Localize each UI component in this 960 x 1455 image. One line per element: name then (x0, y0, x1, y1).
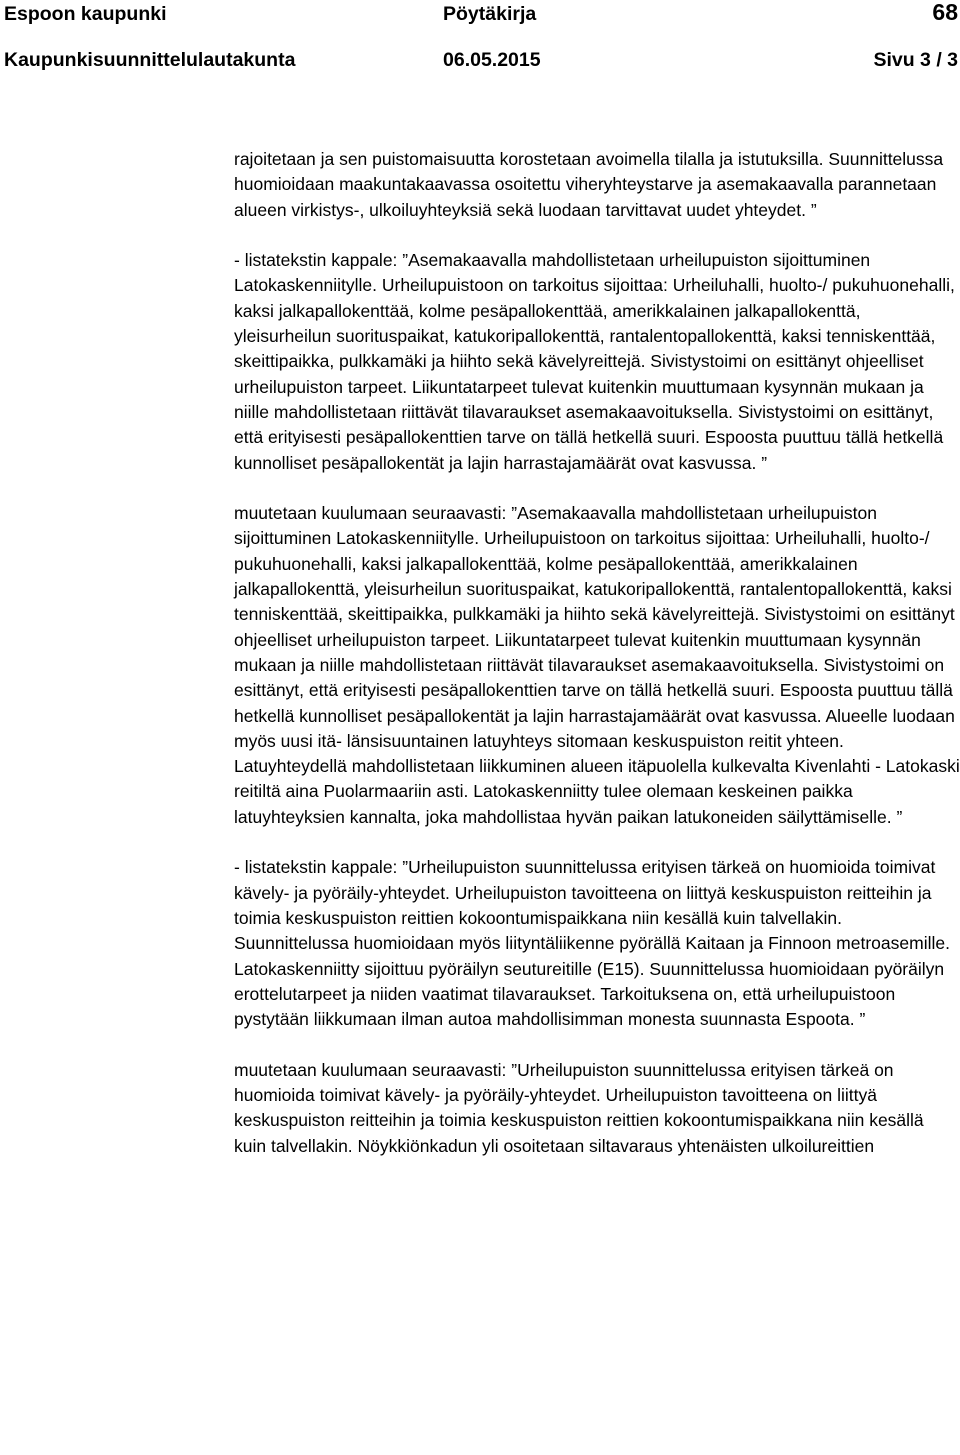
page-label: Sivu 3 / 3 (873, 49, 958, 71)
paragraph-5: muutetaan kuulumaan seuraavasti: ”Urheilupuiston suunnittelussa erityisen tärkeä on huomioida toimivat kävely- ja pyöräily-yhteydet. Urheilupuiston tavoitteena on liittyä keskuspuiston reitteihin ja toimia keskuspuiston reittien kokoontumispaikkana niin kesällä kuin talvellakin. Nöykkiönkadun yli osoitetaan siltavaraus yhtenäisten ulkoilureittien (234, 1059, 924, 1156)
paragraph-4: - listatekstin kappale: ”Urheilupuiston suunnittelussa erityisen tärkeä on huomioida toimivat kävely- ja pyöräily-yhteydet. Urheilupuiston tavoitteena on liittyä keskuspuiston reitteihin ja toimia keskuspuiston reittien kokoontumispaikkana niin kesällä kuin talvellakin. Suunnittelussa huomioidaan myös liityntäliikenne pyörällä Kaitaan ja Finnoon metroasemille. Latokaskenniitty sijoittuu pyöräilyn seutureitille (E15). Suunnittelussa huomioidaan pyöräilyn erottelutarpeet ja niiden vaatimat tilavaraukset. Tarkoituksena on, että urheilupuistoon pystytään liikkumaan ilman autoa mahdollisimman monesta suunnasta Espoota. ” (234, 857, 950, 1030)
meeting-date: 06.05.2015 (443, 49, 541, 71)
page-header (0, 0, 960, 80)
organization-name: Espoon kaupunki (4, 3, 167, 25)
paragraph-1: rajoitetaan ja sen puistomaisuutta korostetaan avoimella tilalla ja istutuksilla. Suunnittelussa huomioidaan maakuntakaavassa osoitettu viheryhteystarve ja asemakaavalla parannetaan alueen virkistys-, ulkoiluyhteyksiä sekä luodaan tarvittavat uudet yhteydet. ” (234, 149, 944, 220)
document-body (234, 147, 960, 1184)
committee-name: Kaupunkisuunnittelulautakunta (4, 49, 296, 71)
paragraph-2: - listatekstin kappale: ”Asemakaavalla mahdollistetaan urheilupuiston sijoittuminen Latokaskenniitylle. Urheilupuistoon on tarkoitus sijoittaa: Urheiluhalli, huolto-/ pukuhuonehalli, kaksi jalkapallokenttää, kolme pesäpallokenttää, amerikkalainen jalkapallokenttä, yleisurheilun suorituspaikat, katukoripallokenttä, rantalentopallokenttä, kaksi tenniskenttää, skeittipaikka, pulkkamäki ja hiihto sekä kävelyreittejä. Sivistystoimi on esittänyt ohjeelliset urheilupuiston tarpeet. Liikuntatarpeet tulevat kuitenkin muuttumaan kysynnän mukaan ja niille mahdollistetaan riittävät tilavaraukset asemakaavoituksella. Sivistystoimi on esittänyt, että erityisesti pesäpallokenttien tarve on tällä hetkellä suuri. Espoosta puuttuu tällä hetkellä kunnolliset pesäpallokentät ja lajin harrastajamäärät ovat kasvussa. ” (234, 250, 955, 473)
page-number: 68 (932, 0, 958, 25)
document-type: Pöytäkirja (443, 3, 537, 25)
paragraph-3: muutetaan kuulumaan seuraavasti: ”Asemakaavalla mahdollistetaan urheilupuiston sijoittuminen Latokaskenniitylle. Urheilupuistoon on tarkoitus sijoittaa: Urheiluhalli, huolto-/ pukuhuonehalli, kaksi jalkapallokenttää, kolme pesäpallokenttää, amerikkalainen jalkapallokenttä, yleisurheilun suorituspaikat, katukoripallokenttä, rantalentopallokenttä, kaksi tenniskenttää, skeittipaikka, pulkkamäki ja hiihto sekä kävelyreittejä. Sivistystoimi on esittänyt ohjeelliset urheilupuiston tarpeet. Liikuntatarpeet tulevat kuitenkin muuttumaan kysynnän mukaan ja niille mahdollistetaan riittävät tilavaraukset asemakaavoituksella. Sivistystoimi on esittänyt, että erityisesti pesäpallokenttien tarve on tällä hetkellä suuri. Espoosta puuttuu tällä hetkellä kunnolliset pesäpallokentät ja lajin harrastajamäärät ovat kasvussa. Alueelle luodaan myös uusi itä- länsisuuntainen latuyhteys sitomaan keskuspuiston reitit yhteen. Latuyhteydellä mahdollistetaan liikkuminen alueen itäpuolella kulkevalta Kivenlahti - Latokaski reitiltä aina Puolarmaariin asti. Latokaskenniitty tulee olemaan keskeinen paikka latuyhteyksien kannalta, joka mahdollistaa hyvän paikan latukoneiden säilyttämiselle. ” (234, 503, 960, 827)
